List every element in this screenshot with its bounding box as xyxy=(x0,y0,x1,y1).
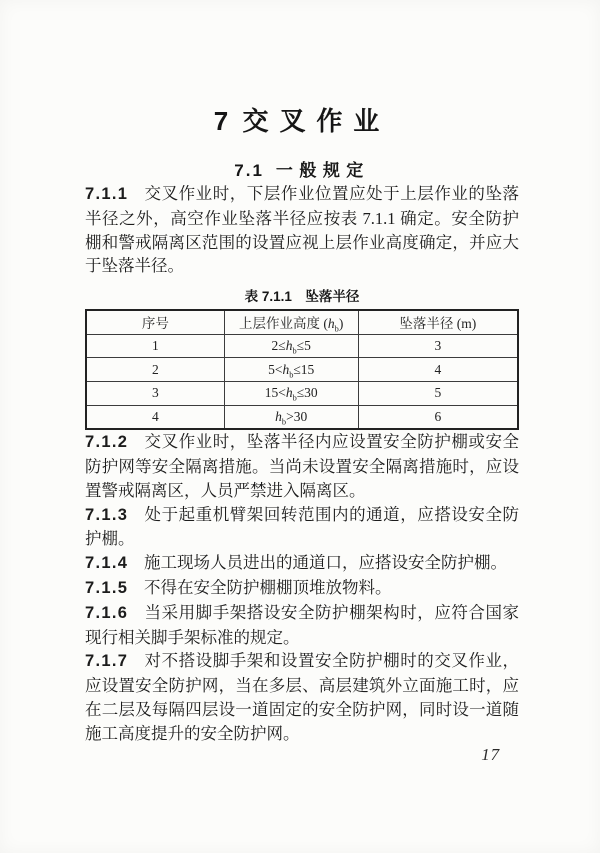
section-title-text: 一般规定 xyxy=(275,161,370,180)
variable-h: h xyxy=(282,361,290,377)
cell-height-range: $h_b>30$ xyxy=(224,405,358,429)
table-row xyxy=(86,334,518,358)
chapter-title xyxy=(85,104,519,138)
variable-h: h xyxy=(327,316,335,332)
clause-7-1-4 xyxy=(85,551,519,576)
variable-h: h xyxy=(275,408,282,424)
variable-h: h xyxy=(285,338,293,354)
clause-number: 7.1.4 xyxy=(85,554,129,573)
variable-subscript: b xyxy=(289,370,294,380)
clause-number: 7.1.1 xyxy=(85,185,129,203)
cell-height-range: $15<h_b\le 30$ xyxy=(224,381,358,405)
clause-7-1-5 xyxy=(85,576,519,601)
table-caption: 表 7.1.1 坠落半径 xyxy=(244,289,360,305)
variable-subscript: b xyxy=(292,393,297,403)
clause-number: 7.1.2 xyxy=(85,433,129,452)
clause-number: 7.1.7 xyxy=(85,652,129,671)
variable-subscript: b xyxy=(281,417,287,427)
clause-number: 7.1.3 xyxy=(85,505,129,524)
clause-7-1-2 xyxy=(85,430,519,502)
table-row xyxy=(86,405,518,429)
chapter-title-text: 交叉作业 xyxy=(242,106,391,136)
clause-text: 交叉作业时，坠落半径内应设置安全防护棚或安全防护网等安全隔离措施。当尚未设置安全隔离措施时，应设置警戒隔离区，人员严禁进入隔离区。 xyxy=(85,432,519,500)
clause-7-1-7 xyxy=(85,649,519,745)
cell-radius: 4 xyxy=(358,358,518,382)
clause-text: 不得在安全防护棚棚顶堆放物料。 xyxy=(143,577,392,597)
clause-7-1-3 xyxy=(85,503,519,552)
section-number: 7.1 xyxy=(234,161,265,180)
clause-text: 处于起重机臂架回转范围内的通道，应搭设安全防护棚。 xyxy=(85,504,519,549)
cell-serial: 2 xyxy=(86,358,224,382)
cell-serial: 1 xyxy=(86,334,224,358)
variable-subscript: b xyxy=(334,325,339,335)
variable-h: h xyxy=(285,385,293,401)
table-row xyxy=(86,381,518,405)
cell-height-range: $2\le h_b\le 5$ xyxy=(224,334,358,358)
falling-radius-table xyxy=(85,309,519,430)
cell-radius: 3 xyxy=(358,334,518,358)
clause-number: 7.1.5 xyxy=(85,578,129,597)
cell-serial: 3 xyxy=(86,381,224,405)
cell-serial: 4 xyxy=(86,405,224,429)
cell-radius: 5 xyxy=(358,381,518,405)
page-number: 17 xyxy=(481,745,500,764)
header-height: 上层作业高度 $(h_b)$ xyxy=(224,310,358,334)
clause-7-1-6 xyxy=(85,601,519,650)
cell-radius: 6 xyxy=(358,405,518,429)
header-radius: 坠落半径 (m) xyxy=(358,310,518,334)
clause-text: 施工现场人员进出的通道口，应搭设安全防护棚。 xyxy=(143,553,507,573)
clause-text: 当采用脚手架搭设安全防护棚架构时，应符合国家现行相关脚手架标准的规定。 xyxy=(85,602,519,647)
header-serial: 序号 xyxy=(86,310,224,334)
clause-text: 对不搭设脚手架和设置安全防护棚时的交叉作业，应设置安全防护网，当在多层、高层建筑外立面施工时，应在二层及每隔四层设一道固定的安全防护网，同时设一道随施工高度提升的安全防护网。 xyxy=(85,651,519,743)
variable-subscript: b xyxy=(292,346,297,356)
cell-height-range: $5<h_b\le 15$ xyxy=(224,358,358,382)
chapter-number: 7 xyxy=(213,106,229,136)
clause-7-1-1 xyxy=(85,182,519,278)
clause-text: 交叉作业时，下层作业位置应处于上层作业的坠落半径之外，高空作业坠落半径应按表 7.1.1 确定。安全防护棚和警戒隔离区范围的设置应视上层作业高度确定，并应大于坠落半径。 xyxy=(85,184,519,276)
section-title xyxy=(85,159,519,182)
table-row xyxy=(86,358,518,382)
clause-number: 7.1.6 xyxy=(85,603,129,622)
page-content xyxy=(85,0,519,746)
table-header-row xyxy=(86,310,518,334)
